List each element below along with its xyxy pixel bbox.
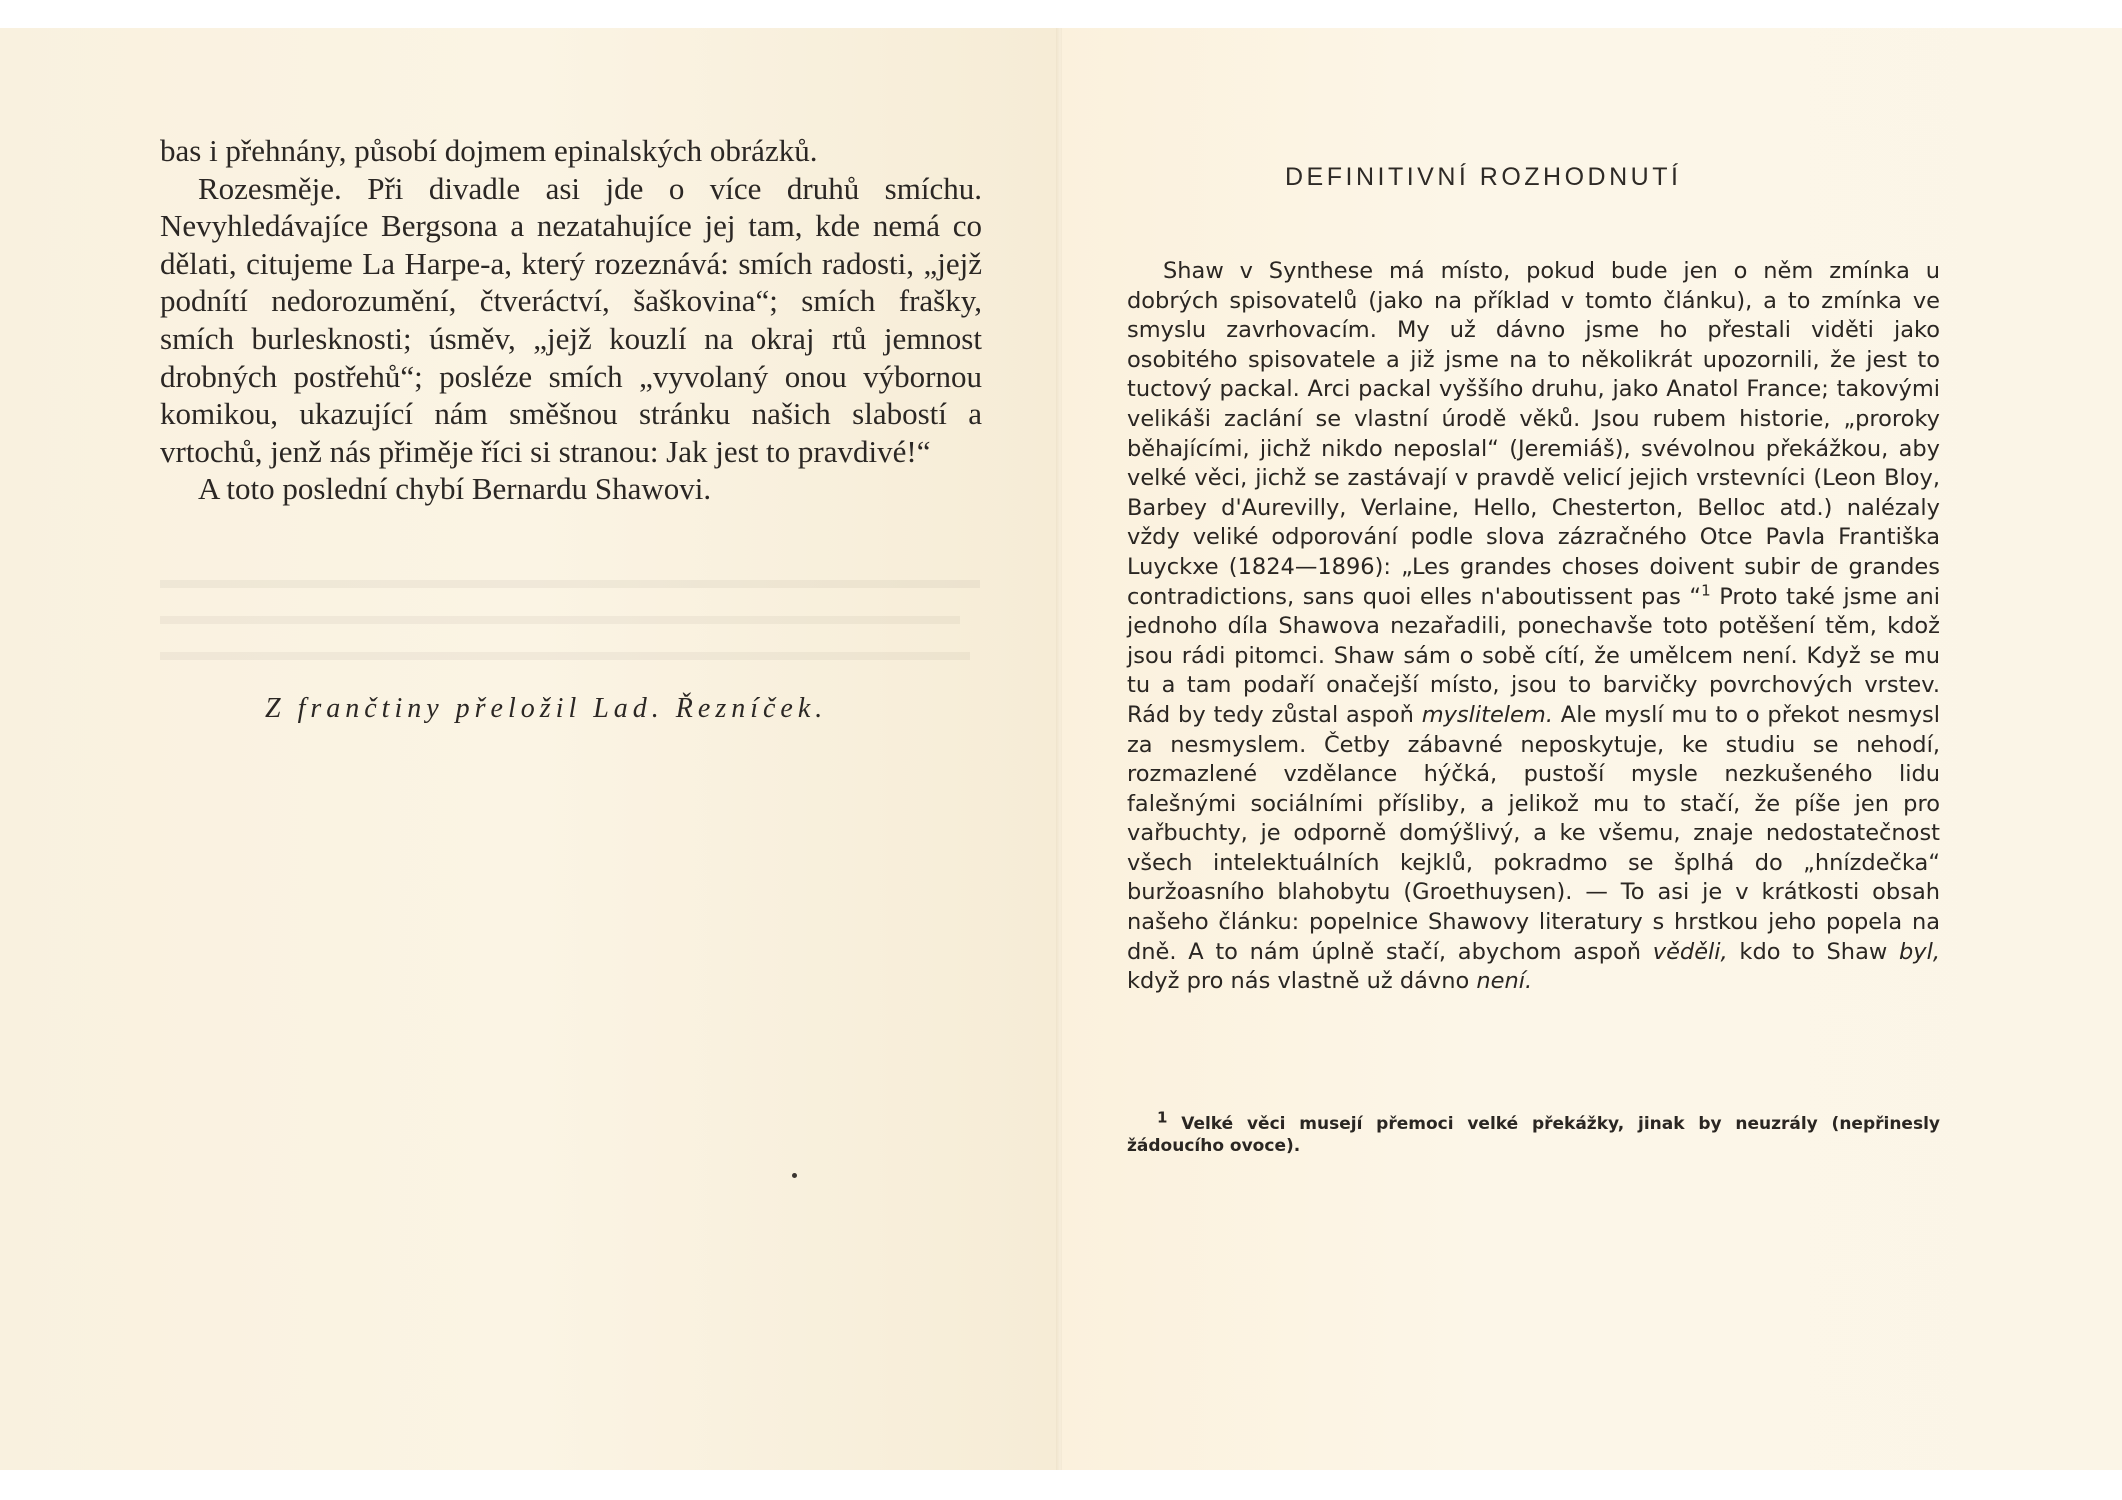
left-paragraph-continuation: bas i přehnány, působí dojmem epinalských obrázků. — [160, 133, 818, 168]
article-body — [1127, 257, 1940, 997]
emphasis-neni: není. — [1476, 968, 1533, 995]
article-paragraph — [1127, 257, 1940, 997]
footnote-marker: 1 — [1157, 1108, 1168, 1127]
left-paragraph-main: Rozesměje. Při divadle asi jde o více druhů smíchu. Nevyhledávajíce Bergsona a nezatahujíce jej tam, kde nemá co dělati, citujeme La Harpe-a, který rozeznává: smích radosti, „jejž podnítí nedorozumění, čtveráctví, šaškovina“; smích frašky, smích burlesknosti; úsměv, „jejž kouzlí na okraj rtů jemnost drobných postřehů“; posléze smích „vyvolaný onou výbornou komikou, ukazující nám směšnou stránku našich slabostí a vrtochů, jenž nás přiměje říci si stranou: Jak jest to pravdivé!“ — [160, 170, 982, 469]
footnote-reference: 1 — [1701, 581, 1711, 600]
translator-credit: Z frančtiny přeložil Lad. Řezníček. — [265, 693, 828, 724]
left-page-text — [160, 132, 982, 508]
article-text-part-4: kdo to Shaw — [1727, 938, 1899, 965]
emphasis-myslitelem: myslitelem. — [1421, 701, 1553, 728]
emphasis-vedeli: věděli, — [1652, 938, 1728, 965]
article-text-part-2: Proto také jsme ani jednoho díla Shawova nezařadili, ponechavše toto potěšení těm, kdož jsou rádi pitomci. Shaw sám o sobě cítí, že umělcem není. Když se mu tu a tam podaří onačejší místo, jsou to barvičky povrchových vrstev. Rád by tedy zůstal aspoň — [1127, 583, 1941, 728]
footnote — [1127, 1108, 1940, 1157]
article-text-part-5: když pro nás vlastně už dávno — [1127, 968, 1477, 995]
emphasis-byl: byl, — [1898, 938, 1940, 965]
left-page-dot — [792, 1173, 797, 1178]
article-title: DEFINITIVNÍ ROZHODNUTÍ — [1285, 163, 1682, 191]
left-paragraph-closing: A toto poslední chybí Bernardu Shawovi. — [198, 471, 712, 507]
article-text-part-3: Ale myslí mu to o překot nesmysl za nesmyslem. Četby zábavné neposkytuje, ke studiu se nehodí, rozmazlené vzdělance hýčká, pustoší mysle nezkušeného lidu falešnými sociálními přísliby, a jelikož mu to stačí, že píše jen pro vařbuchty, je odporně domýšlivý, a ke všemu, znaje nedostatečnost všech intelektuálních kejklů, pokradmo se šplhá do „hnízdečka“ buržoasního blahobytu (Groethuysen). — To asi je v krátkosti obsah našeho článku: popelnice Shawovy literatury s hrstkou jeho popela na dně. A to nám úplně stačí, abychom aspoň — [1127, 701, 1940, 965]
show-through-lines — [160, 580, 980, 688]
article-text-part-1: Shaw v Synthese má místo, pokud bude jen o něm zmínka u dobrých spisovatelů (jako na příklad v tomto článku), a to zmínka ve smyslu zavrhovacím. My už dávno jsme ho přestali viděti jako osobitého spisovatele a již jsme na to několikrát upozornili, že jest to tuctový packal. Arci packal vyššího druhu, jako Anatol France; takovými velikáši zaclání se vlastní úrodě věků. Jsou rubem historie, „proroky běhajícími, jichž nikdo neposlal“ (Jeremiáš), svévolnou překážkou, aby velké věci, jichž se zastávají v pravdě velicí jejich vrstevníci (Leon Bloy, Barbey d'Aurevilly, Verlaine, Hello, Chesterton, Belloc atd.) nalézaly vždy veliké odporování podle slova zázračného Otce Pavla Františka Luyckxe (1824—1896): „Les grandes choses doivent subir de grandes contradictions, sans quoi elles n'aboutissent pas “ — [1127, 258, 1940, 610]
footnote-text: Velké věci musejí přemoci velké překážky, jinak by neuzrály (nepřinesly žádoucího ovoce). — [1127, 1114, 1940, 1156]
